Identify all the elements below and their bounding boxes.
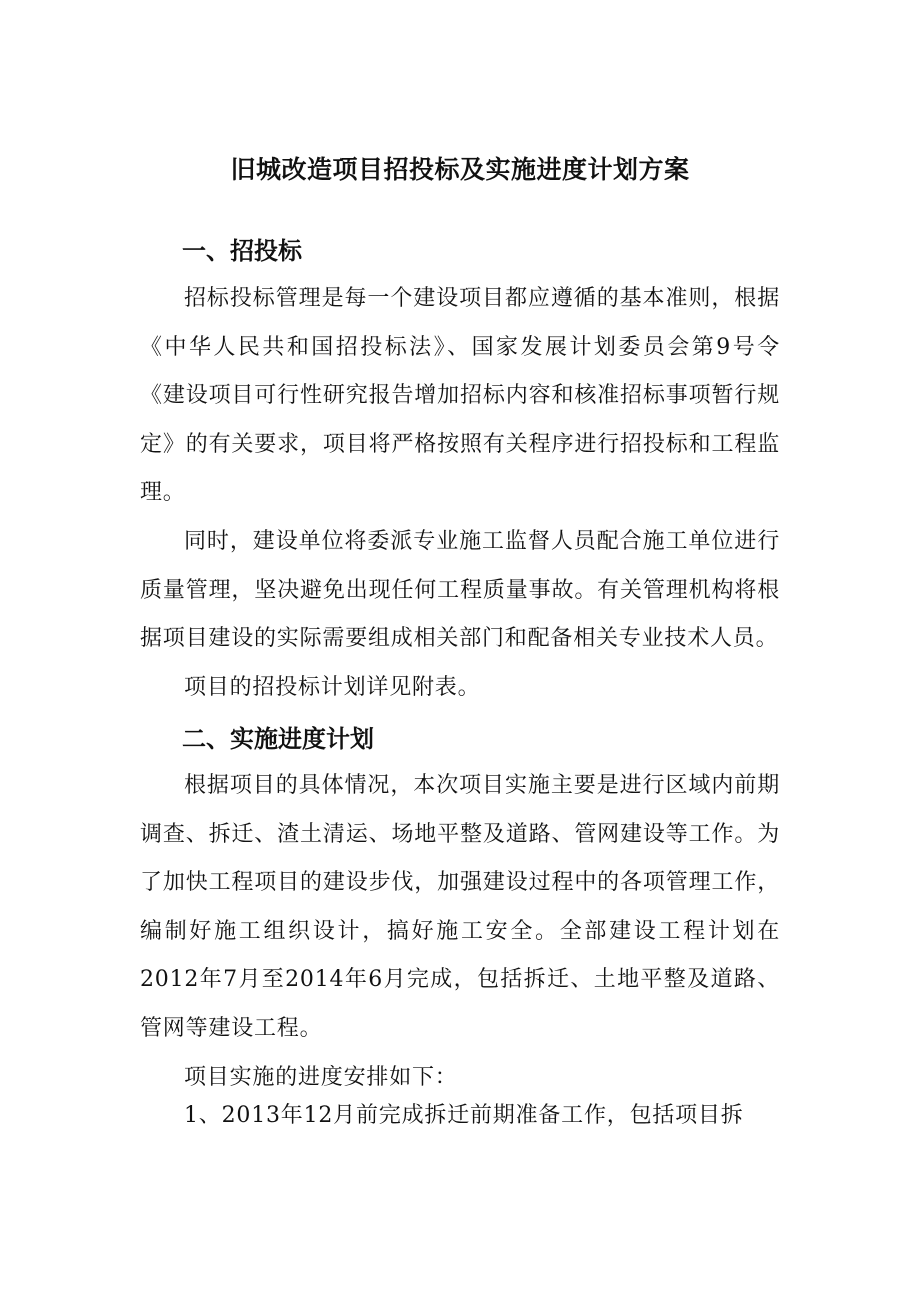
- section-heading-bidding: 一、招投标: [182, 237, 302, 265]
- paragraph-bidding-plan-note: 项目的招投标计划详见附表。: [184, 675, 481, 700]
- paragraph-bidding-principle: 招标投标管理是每一个建设项目都应遵循的基本准则，根据《中华人民共和国招投标法》、国家发展计划委员会第9号令《建设项目可行性研究报告增加招标内容和核准招标事项暂行规定》的有关要求，项目将严格按照有关程序进行招投标和工程监理。: [140, 286, 780, 506]
- document-title: 旧城改造项目招投标及实施进度计划方案: [230, 155, 690, 184]
- paragraph-schedule-intro: 项目实施的进度安排如下：: [184, 1065, 458, 1090]
- paragraph-schedule-overview: 根据项目的具体情况，本次项目实施主要是进行区域内前期调查、拆迁、渣土清运、场地平整及道路、管网建设等工作。为了加快工程项目的建设步伐，加强建设过程中的各项管理工作，编制好施工组织设计，搞好施工安全。全部建设工程计划在2012年7月至2014年6月完成，包括拆迁、土地平整及道路、管网等建设工程。: [140, 773, 780, 1041]
- paragraph-schedule-item-1: 1、2013年12月前完成拆迁前期准备工作，包括项目拆: [184, 1103, 744, 1128]
- section-heading-schedule: 二、实施进度计划: [182, 725, 374, 753]
- paragraph-quality-management: 同时，建设单位将委派专业施工监督人员配合施工单位进行质量管理，坚决避免出现任何工程质量事故。有关管理机构将根据项目建设的实际需要组成相关部门和配备相关专业技术人员。: [140, 529, 780, 652]
